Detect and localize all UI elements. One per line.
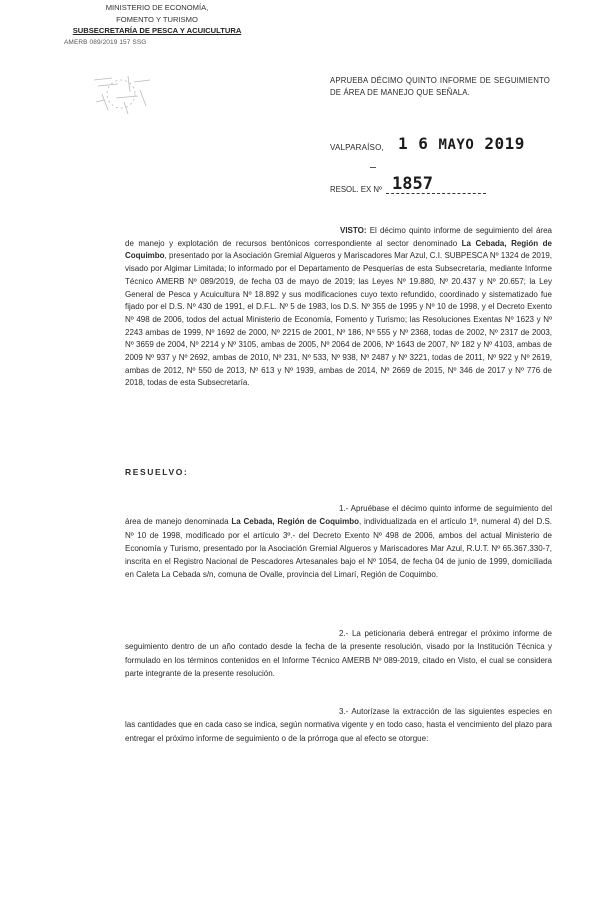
ministry-name: MINISTERIO DE ECONOMÍA, <box>105 3 209 12</box>
place-label: VALPARAÍSO, <box>330 143 384 152</box>
item-1-text-b: , individualizada en el artículo 1º, numeral 4) del D.S. Nº 10 de 1998, modificado por el artículo 3º.- del Decreto Exento Nº 498 de 2006, ambos del actual Ministerio de Economía y Turismo, presentado por la Asociación Gremial Algueros y Mariscadores Mar Azul, R.U.T. Nº 65.367.330-7, inscrita en el Registro Nacional de Pescadores Artesanales bajo el Nº 1054, de fecha 04 de junio de 1999, domiciliada en Caleta La Cebada s/n, comuna de Ovalle, provincia del Limarí, Región de Coquimbo. <box>125 517 553 580</box>
faded-stamp <box>88 72 154 118</box>
resolution-number: 1857 <box>392 174 433 194</box>
resolution-item-3: 3.- Autorízase la extracción de las siguientes especies en las cantidades que en cada caso se indica, según normativa vigente y en todo caso, hasta el vencimiento del plazo para entregar el próximo informe de seguimiento o de la prórroga que al efecto se otorgue: <box>125 707 552 743</box>
undersecretariat-name: SUBSECRETARÍA DE PESCA Y ACUICULTURA <box>72 26 242 35</box>
visto-paragraph <box>125 225 552 390</box>
resolution-underline <box>386 193 486 194</box>
mark <box>370 167 376 171</box>
item-1-sector: La Cebada, Región de Coquimbo <box>231 517 359 527</box>
resolution-item-2: 2.- La peticionaria deberá entregar el próximo informe de seguimiento dentro de un año contado desde la fecha de la presente resolución, visado por la Institución Técnica y formulado en los términos contenidos en el Informe Técnico AMERB Nº 089-2019, citado en Visto, el cual se considera parte integrante de la presente resolución. <box>125 629 552 678</box>
ministry-subtitle: FOMENTO Y TURISMO <box>116 14 198 24</box>
date-year: 2019 <box>484 134 525 153</box>
visto-sector: La Cebada, Región de Coquimbo <box>125 238 552 261</box>
visto-label: VISTO: <box>340 226 367 235</box>
visto-text-b: , presentado por la Asociación Gremial Algueros y Mariscadores Mar Azul, C.I. SUBPESCA Nº 1324 de 2019, visado por Algimar Limitada; lo informado por el Departamento de Pesquerías de esta Subsecretaría, mediante Informe Técnico AMERB Nº 089/2019, de fecha 03 de mayo de 2019; las Leyes Nº 19.880, Nº 20.437 y Nº 20.657; la Ley General de Pesca y Acuicultura Nº 18.892 y sus modificaciones cuyo texto refundido, coordinado y sistematizado fue fijado por el D.S. Nº 430 de 1991, el D.F.L. Nº 5 de 1983, los D.S. Nº 355 de 1995 y Nº 10 de 1998, y el Decreto Exento Nº 498 de 2006, todos del actual Ministerio de Economía, Fomento y Turismo; las Resoluciones Exentas Nº 1623 y Nº 2243 ambas de 1999, Nº 1692 de 2000, Nº 2215 de 2001, Nº 186, Nº 555 y Nº 2368, todas de 2002, Nº 2317 de 2003, Nº 3659 de 2004, Nº 2214 y Nº 3105, ambas de 2005, Nº 2064 de 2006, Nº 1643 de 2007, Nº 182 y Nº 4103, ambas de 2009 Nº 937 y Nº 2692, ambas de 2010, Nº 231, Nº 533, Nº 938, Nº 2487 y Nº 3221, todas de 2011, Nº 922 y Nº 2619, ambas de 2012, Nº 550 de 2013, Nº 613 y Nº 1939, ambas de 2014, Nº 2669 de 2015, Nº 346 de 2017 y Nº 776 de 2018, todas de esta Subsecretaría. <box>125 251 552 388</box>
resolution-item-1 <box>125 502 552 582</box>
resolution-label: RESOL. EX Nº <box>330 185 382 194</box>
document-title: APRUEBA DÉCIMO QUINTO INFORME DE SEGUIMIENTO DE ÁREA DE MANEJO QUE SEÑALA. <box>330 76 550 98</box>
date-month: MAYO <box>438 137 475 153</box>
date-day: 1 6 <box>398 134 429 153</box>
visto-text-a: El décimo quinto informe de seguimiento del área de manejo y explotación de recursos bentónicos correspondiente al sector denominado <box>125 226 552 248</box>
letterhead <box>52 2 262 48</box>
item-1-text-a: 1.- Apruébase el décimo quinto informe de seguimiento del área de manejo denominada <box>125 504 552 527</box>
resuelvo-heading: RESUELVO: <box>125 467 189 477</box>
reference-code: AMERB 089/2019 157 SSG <box>64 38 147 46</box>
date-stamp <box>398 134 525 153</box>
